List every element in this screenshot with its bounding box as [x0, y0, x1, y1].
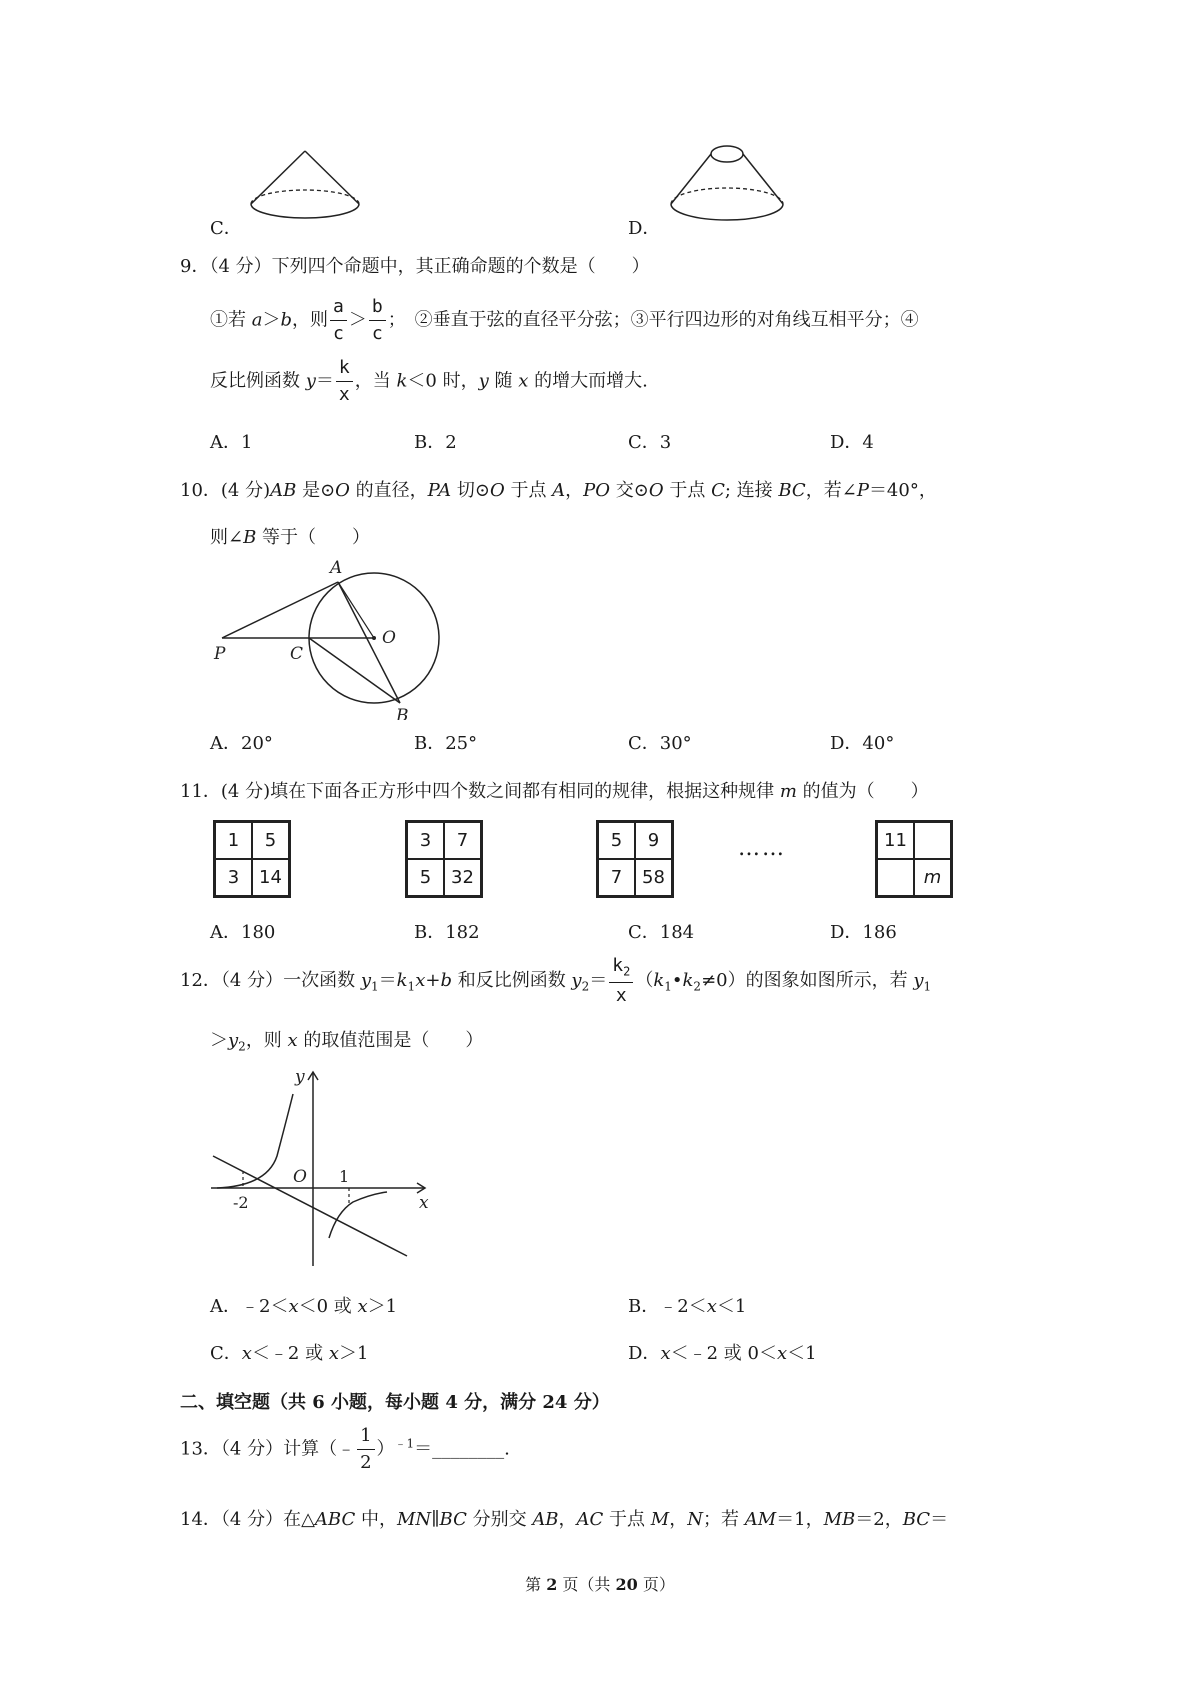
q10-option-b[interactable]: B．25°: [414, 733, 478, 754]
label-o: O: [382, 628, 396, 648]
cone-figure-c: [245, 146, 375, 238]
square-cell: m: [914, 859, 951, 896]
fraction-one-half: $\frac{1}{2}$: [357, 1426, 374, 1473]
fraction-a-over-c: $\frac{a}{c}$: [330, 297, 347, 344]
square-cell: 7: [444, 822, 481, 859]
q9-option-c[interactable]: C．3: [628, 432, 672, 453]
square-cell: 14: [252, 859, 289, 896]
q11-option-d[interactable]: D．186: [830, 922, 897, 943]
square-cell: 5: [407, 859, 444, 896]
question-9-stem: 9．（4 分）下列四个命题中，其正确命题的个数是（ ）: [180, 256, 650, 277]
page-footer: 第 2 页（共 20 页）: [525, 1575, 675, 1594]
frustum-figure-d: [665, 140, 795, 240]
question-9-line-1: ①若 a＞b，则 $\frac{a}{c}$ ＞ $\frac{b}{c}$ ； ②垂直于弦的直径平分弦；③平行四边形的对角线互相平分；④: [210, 296, 919, 344]
label-o: O: [293, 1167, 307, 1187]
question-10-stem: 10．(4 分)AB 是⊙O 的直径，PA 切⊙O 于点 A，PO 交⊙O 于点 C; 连接 BC，若∠P＝40°，: [180, 480, 937, 501]
q11-option-b[interactable]: B．182: [414, 922, 480, 943]
number-square-1: [213, 820, 291, 898]
square-cell: 5: [252, 822, 289, 859]
question-12-stem: 12．（4 分）一次函数 $y_1=k_1x+b$ 和反比例函数 $y_2=$ $\frac{k_2}{x}$ $(k_1•k_2\ne 0)$的图象如图所示，若 $y_1$: [180, 955, 932, 1006]
question-12-line-2: $>y_2$，则 x 的取值范围是（ ）: [210, 1030, 484, 1054]
label-c: C: [290, 644, 304, 664]
square-cell: 1: [215, 822, 252, 859]
label-1: 1: [339, 1167, 350, 1186]
option-c-label: C．: [210, 218, 242, 239]
fraction-k2-over-x: $\frac{k_2}{x}$: [609, 956, 633, 1006]
q12-option-d[interactable]: D．x＜﹣2 或 0＜x＜1: [628, 1343, 817, 1364]
square-cell: 3: [407, 822, 444, 859]
tangent-pa: [222, 582, 338, 638]
q11-option-c[interactable]: C．184: [628, 922, 695, 943]
question-10-line-2: 则∠B 等于（ ）: [210, 527, 371, 548]
label-p: P: [214, 644, 226, 664]
square-cell: [914, 822, 951, 859]
question-11-stem: 11．(4 分)填在下面各正方形中四个数之间都有相同的规律，根据这种规律 m 的值为（ ）: [180, 781, 929, 802]
q9-option-a[interactable]: A．1: [210, 432, 253, 453]
label-x: x: [419, 1193, 429, 1213]
square-cell: 9: [635, 822, 672, 859]
square-cell: 7: [598, 859, 635, 896]
q10-option-d[interactable]: D．40°: [830, 733, 895, 754]
question-13: 13．（4 分）计算（﹣ $\frac{1}{2}$ ）$^{﹣1}$＝________.: [180, 1425, 510, 1473]
label-b: B: [396, 706, 409, 720]
circle-tangent-figure: [210, 555, 450, 720]
q12-option-c[interactable]: C．x＜﹣2 或 x＞1: [210, 1343, 369, 1364]
q12-option-b[interactable]: B．﹣2＜x＜1: [628, 1296, 747, 1317]
function-graph: [205, 1068, 445, 1268]
q10-option-c[interactable]: C．30°: [628, 733, 692, 754]
square-cell: 5: [598, 822, 635, 859]
label-y: y: [295, 1068, 305, 1087]
question-14: 14．（4 分）在△ABC 中，MN∥BC 分别交 AB，AC 于点 M，N；若 AM＝1，MB＝2，BC＝: [180, 1509, 949, 1530]
q12-option-a[interactable]: A．﹣2＜x＜0 或 x＞1: [210, 1296, 398, 1317]
square-cell: 58: [635, 859, 672, 896]
square-cell: [877, 859, 914, 896]
square-cell: 32: [444, 859, 481, 896]
hyperbola-branch-left: [217, 1094, 293, 1188]
fraction-k-over-x: $\frac{k}{x}$: [336, 358, 353, 405]
q9-option-b[interactable]: B．2: [414, 432, 457, 453]
section-2-heading: 二、填空题（共 6 小题，每小题 4 分，满分 24 分）: [180, 1392, 610, 1413]
number-square-3: [596, 820, 674, 898]
q11-option-a[interactable]: A．180: [210, 922, 276, 943]
square-cell: 3: [215, 859, 252, 896]
fraction-b-over-c: $\frac{b}{c}$: [369, 297, 386, 344]
number-square-2: [405, 820, 483, 898]
number-square-4: [875, 820, 953, 898]
square-cell: 11: [877, 822, 914, 859]
q9-option-d[interactable]: D．4: [830, 432, 874, 453]
ellipsis: ……: [738, 836, 786, 861]
label-a: A: [330, 558, 343, 578]
question-9-line-2: 反比例函数 y＝ $\frac{k}{x}$ ，当 k＜0 时，y 随 x 的增大而增大.: [210, 357, 648, 405]
line-ao: [338, 582, 374, 638]
label-neg2: -2: [233, 1193, 249, 1212]
q10-option-a[interactable]: A．20°: [210, 733, 273, 754]
option-d-label: D．: [628, 218, 661, 239]
